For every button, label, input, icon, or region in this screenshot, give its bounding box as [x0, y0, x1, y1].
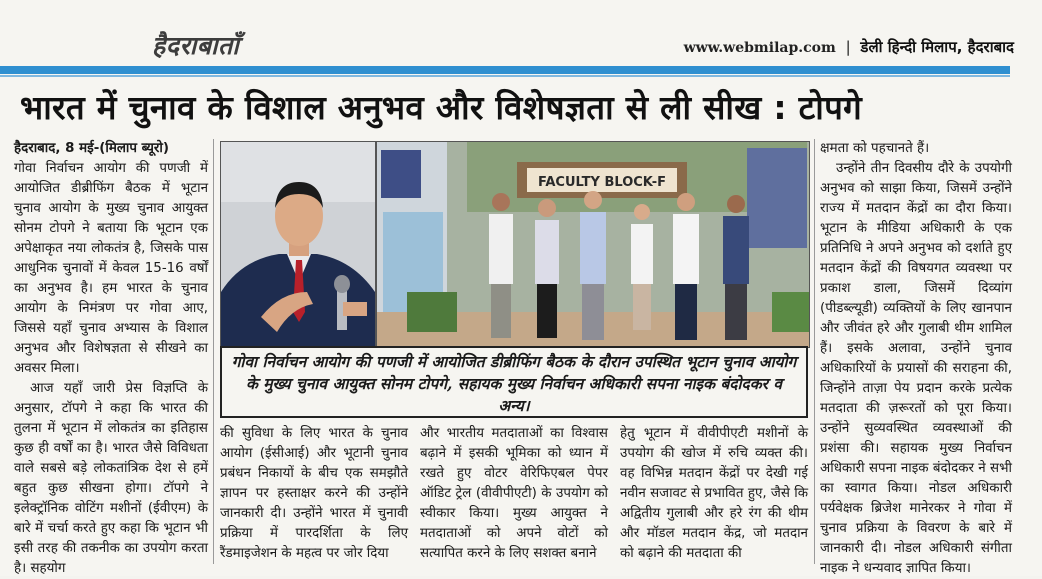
group-illustration: [377, 142, 809, 347]
masthead-separator: |: [845, 38, 851, 56]
column-divider: [814, 139, 815, 564]
paragraph: क्षमता को पहचानते हैं।: [820, 141, 930, 156]
speaker-illustration: [221, 142, 375, 347]
article-column-2: [220, 424, 408, 564]
banner-text: FACULTY BLOCK-F: [537, 175, 667, 190]
paragraph: और भारतीय मतदाताओं का विश्वास बढ़ाने में इसकी भूमिका को ध्यान में रखते हुए वोटर वेरिफिएबल पेपर ऑडिट ट्रेल (वीवीपीएटी) के उपयोग को स्वीकार किया। मुख्य आयुक्त ने मतदाताओं को अपने वोटों को सत्यापित करने के लिए सशक्त बनाने: [420, 426, 608, 561]
section-name: हैदराबातॉं: [152, 31, 240, 60]
page-header: [0, 22, 1042, 66]
header-rule-thin: [0, 75, 1010, 77]
paragraph: हेतु भूटान में वीवीपीएटी मशीनों के उपयोग की खोज में रुचि व्यक्त की। वह विभिन्न मतदान केंद्रों पर देखी गई नवीन सजावट से प्रभावित हुए, जैसे कि अद्वितीय गुलाबी और हरे रंग की थीम और मॉडल मतदान केंद्र, जो मतदान को बढ़ाने की मतदाता की: [620, 426, 808, 561]
photo-group: [376, 141, 810, 348]
article-column-3: [420, 424, 608, 564]
headline: भारत में चुनाव के विशाल अनुभव और विशेषज्ञता से ली सीख : टोपगे: [20, 88, 863, 127]
masthead: [684, 37, 1014, 57]
website-url: www.webmilap.com: [683, 40, 836, 56]
column-divider: [213, 139, 214, 564]
paragraph: आज यहाँ जारी प्रेस विज्ञप्ति के अनुसार, टॉपगे ने कहा कि भारत की तुलना में भूटान में लोकतंत्र का इतिहास कुछ ही वर्षों का है। भारत जैसे विविधता वाले सबसे बड़े लोकतांत्रिक देश से हमें बहुत कुछ सीखना होगा। टॉपगे ने इलेक्ट्रॉनिक वोटिंग मशीनों (ईवीएम) के बारे में चर्चा करते हुए कहा कि भूटान भी इसी तरह की तकनीक का उपयोग करता है। सहयोग: [14, 381, 208, 576]
photo-speaker: [220, 141, 376, 348]
article-column-4: [620, 424, 808, 564]
article-column-5: [820, 139, 1012, 576]
paragraph: की सुविधा के लिए भारत के चुनाव आयोग (ईसीआई) और भूटानी चुनाव प्रबंधन निकायों के बीच एक समझौते ज्ञापन पर हस्ताक्षर करने की उन्होंने जानकारी दी। उन्होंने भारत में चुनावी प्रक्रिया में पारदर्शिता के लिए रैंडमाइजेशन के महत्व पर जोर दिया: [220, 426, 408, 561]
dateline: हैदराबाद, 8 मई-(मिलाप ब्यूरो): [14, 141, 169, 156]
paper-name: डेली हिन्दी मिलाप, हैदराबाद: [860, 38, 1014, 56]
paragraph: उन्होंने तीन दिवसीय दौरे के उपयोगी अनुभव को साझा किया, जिसमें उन्होंने राज्य में मतदान केंद्रों का दौरा किया। भूटान के मीडिया अधिकारी के एक प्रतिनिधि ने अपने अनुभव को दर्शाते हुए मतदान केंद्रों की विषयगत व्यवस्था पर प्रकाश डाला, जिसमें दिव्यांग (पीडब्ल्यूडी) व्यक्तियों के लिए खानपान और जीवंत हरे और गुलाबी थीम शामिल हैं। इसके अलावा, उन्होंने चुनाव अधिकारियों के प्रयासों की सराहना की, जिन्होंने ताज़ा पेय प्रदान करके प्रत्येक मतदाता की ज़रूरतों को पूरा किया। उन्होंने सुव्यवस्थित व्यवस्थाओं की प्रशंसा की। सहायक मुख्य निर्वाचन अधिकारी सपना नाइक बंदोदकर ने सभी का स्वागत किया। नोडल अधिकारी पर्यवेक्षक ब्रिजेश मानेरकर ने गोवा में चुनाव प्रक्रिया के विवरण के बारे में जानकारी दी। नोडल अधिकारी संगीता नाइक ने धन्यवाद ज्ञापित किया।: [820, 161, 1012, 576]
paragraph: गोवा निर्वाचन आयोग की पणजी में आयोजित डीब्रीफिंग बैठक में भूटान चुनाव आयोग के मुख्य चुनाव आयुक्त सोनम टोपगे ने बताया कि भूटान एक अपेक्षाकृत नया लोकतंत्र है, जिसके पास आधुनिक चुनावों में केवल 15-16 वर्षों का अनुभव है। हम भारत के चुनाव आयोग के निमंत्रण पर गोवा आए, जिससे यहाँ चुनाव अभ्यास के विशाल अनुभव और विशेषज्ञता से सीखने का अवसर मिला।: [14, 161, 208, 376]
article-column-1: [14, 139, 208, 576]
header-rule: [0, 66, 1010, 74]
photo-caption: गोवा निर्वाचन आयोग की पणजी में आयोजित डीब्रीफिंग बैठक के दौरान उपस्थित भूटान चुनाव आयोग के मुख्य चुनाव आयुक्त सोनम टोपगे, सहायक मुख्य निर्वाचन अधिकारी सपना नाइक बंदोदकर व अन्य।: [220, 346, 808, 418]
